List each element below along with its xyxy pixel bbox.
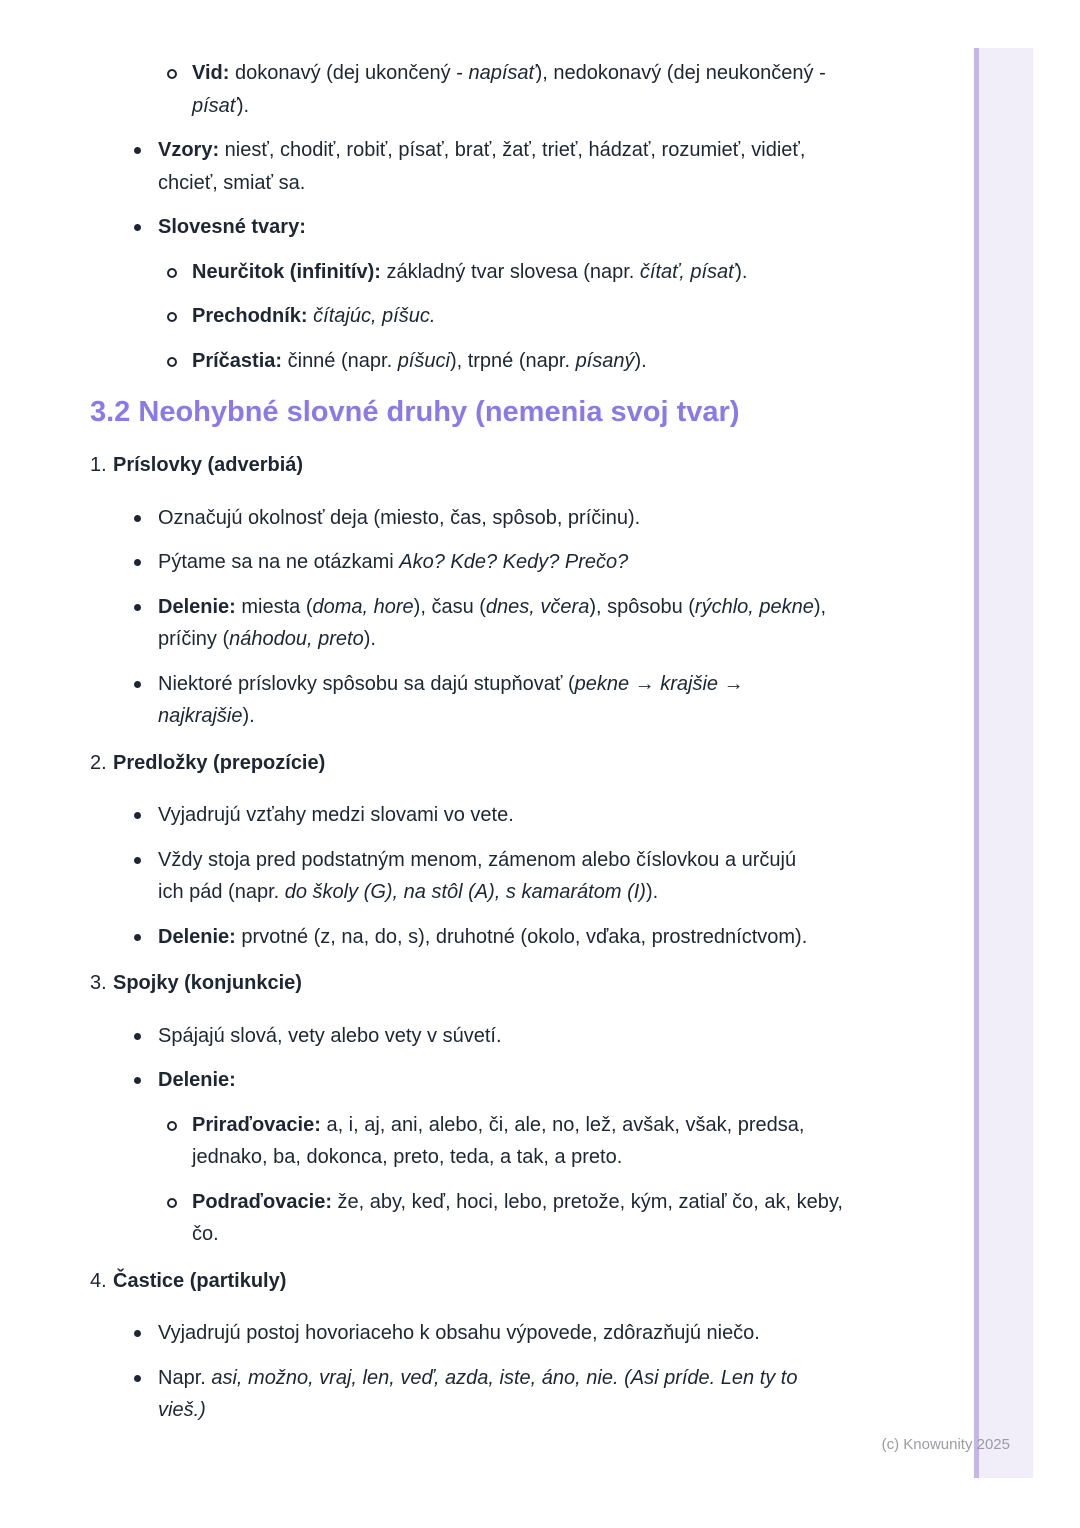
list-item	[164, 256, 1080, 289]
bullet-disc-icon	[130, 668, 158, 733]
bullet-disc-icon	[130, 921, 158, 954]
item-text: Prechodník: čítajúc, píšuc.	[192, 305, 436, 327]
bullet-disc-icon	[130, 1020, 158, 1053]
bullet-circle-icon	[164, 57, 192, 122]
list-item	[130, 1064, 1080, 1097]
list-item	[130, 1020, 1080, 1053]
list-item	[164, 57, 1080, 122]
item-text: Vždy stoja pred podstatným menom, zámenom alebo číslovkou a určujú ich pád (napr. do školy (G), na stôl (A), s kamarátom (I)).	[158, 848, 797, 903]
numbered-item	[90, 747, 1080, 780]
item-text: Delenie: miesta (doma, hore), času (dnes, včera), spôsobu (rýchlo, pekne), príčiny (náhodou, preto).	[158, 595, 827, 650]
list-item	[130, 668, 1080, 733]
list-item	[164, 300, 1080, 333]
bullet-disc-icon	[130, 134, 158, 199]
right-margin-strip	[974, 48, 979, 1478]
bullet-circle-icon	[164, 1186, 192, 1251]
list-item	[130, 134, 1080, 199]
item-number: 3.	[90, 972, 107, 994]
item-text: Delenie: prvotné (z, na, do, s), druhotné (okolo, vďaka, prostredníctvom).	[158, 925, 808, 948]
copyright-footer: (c) Knowunity 2025	[881, 1436, 1010, 1453]
item-text: Slovesné tvary:	[158, 216, 306, 238]
list-item	[164, 1109, 1080, 1174]
list-item	[130, 591, 1080, 656]
numbered-item	[90, 967, 1080, 1000]
bullet-disc-icon	[130, 1362, 158, 1427]
list-item	[130, 1317, 1080, 1350]
bullet-disc-icon	[130, 1317, 158, 1350]
item-number: 4.	[90, 1269, 107, 1292]
numbered-item	[90, 449, 1080, 482]
bullet-circle-icon	[164, 256, 192, 289]
list-item	[130, 799, 1080, 832]
item-text: Priraďovacie: a, i, aj, ani, alebo, či, ale, no, lež, avšak, však, predsa, jednako, ba, dokonca, preto, teda, a tak, a preto.	[192, 1113, 805, 1168]
item-text: Častice (partikuly)	[113, 1269, 287, 1292]
item-text: Príslovky (adverbiá)	[113, 454, 304, 476]
item-text: Spájajú slová, vety alebo vety v súvetí.	[158, 1024, 502, 1047]
item-text: Označujú okolnosť deja (miesto, čas, spôsob, príčinu).	[158, 506, 641, 529]
item-text: Predložky (prepozície)	[113, 751, 326, 774]
bullet-disc-icon	[130, 844, 158, 909]
list-item	[130, 211, 1080, 244]
bullet-disc-icon	[130, 591, 158, 656]
list-item	[130, 1362, 1080, 1427]
item-text: Vzory: niesť, chodiť, robiť, písať, brať, žať, trieť, hádzať, rozumieť, vidieť, chcieť, smiať sa.	[158, 139, 806, 194]
numbered-item	[90, 1265, 1080, 1298]
item-text: Delenie:	[158, 1069, 236, 1091]
item-text: Vyjadrujú vzťahy medzi slovami vo vete.	[158, 804, 514, 826]
list-item	[164, 345, 1080, 378]
item-text: Napr. asi, možno, vraj, len, veď, azda, iste, áno, nie. (Asi príde. Len ty to vieš.)	[158, 1366, 798, 1421]
item-text: Pýtame sa na ne otázkami Ako? Kde? Kedy? Prečo?	[158, 551, 629, 573]
item-text: Neurčitok (infinitív): základný tvar slovesa (napr. čítať, písať).	[192, 260, 748, 283]
list-item	[130, 502, 1080, 535]
bullet-circle-icon	[164, 345, 192, 378]
list-item	[130, 921, 1080, 954]
item-text: Vid: dokonavý (dej ukončený - napísať), nedokonavý (dej neukončený - písať).	[192, 62, 826, 117]
list-item	[130, 844, 1080, 909]
list-item	[130, 546, 1080, 579]
list-item	[164, 1186, 1080, 1251]
item-text: Vyjadrujú postoj hovoriaceho k obsahu výpovede, zdôrazňujú niečo.	[158, 1322, 760, 1344]
item-text: Niektoré príslovky spôsobu sa dajú stupňovať (pekne → krajšie → najkrajšie).	[158, 672, 744, 727]
bullet-disc-icon	[130, 502, 158, 535]
bullet-circle-icon	[164, 300, 192, 333]
right-margin-panel	[979, 48, 1033, 1478]
item-text: Podraďovacie: že, aby, keď, hoci, lebo, pretože, kým, zatiaľ čo, ak, keby, čo.	[192, 1190, 843, 1245]
bullet-disc-icon	[130, 546, 158, 579]
bullet-disc-icon	[130, 1064, 158, 1097]
item-text: Spojky (konjunkcie)	[113, 972, 302, 994]
bullet-disc-icon	[130, 211, 158, 244]
bullet-disc-icon	[130, 799, 158, 832]
item-text: Príčastia: činné (napr. píšuci), trpné (napr. písaný).	[192, 349, 647, 372]
item-number: 1.	[90, 454, 107, 476]
bullet-circle-icon	[164, 1109, 192, 1174]
item-number: 2.	[90, 751, 107, 774]
section-heading: 3.2 Neohybné slovné druhy (nemenia svoj tvar)	[90, 396, 740, 428]
